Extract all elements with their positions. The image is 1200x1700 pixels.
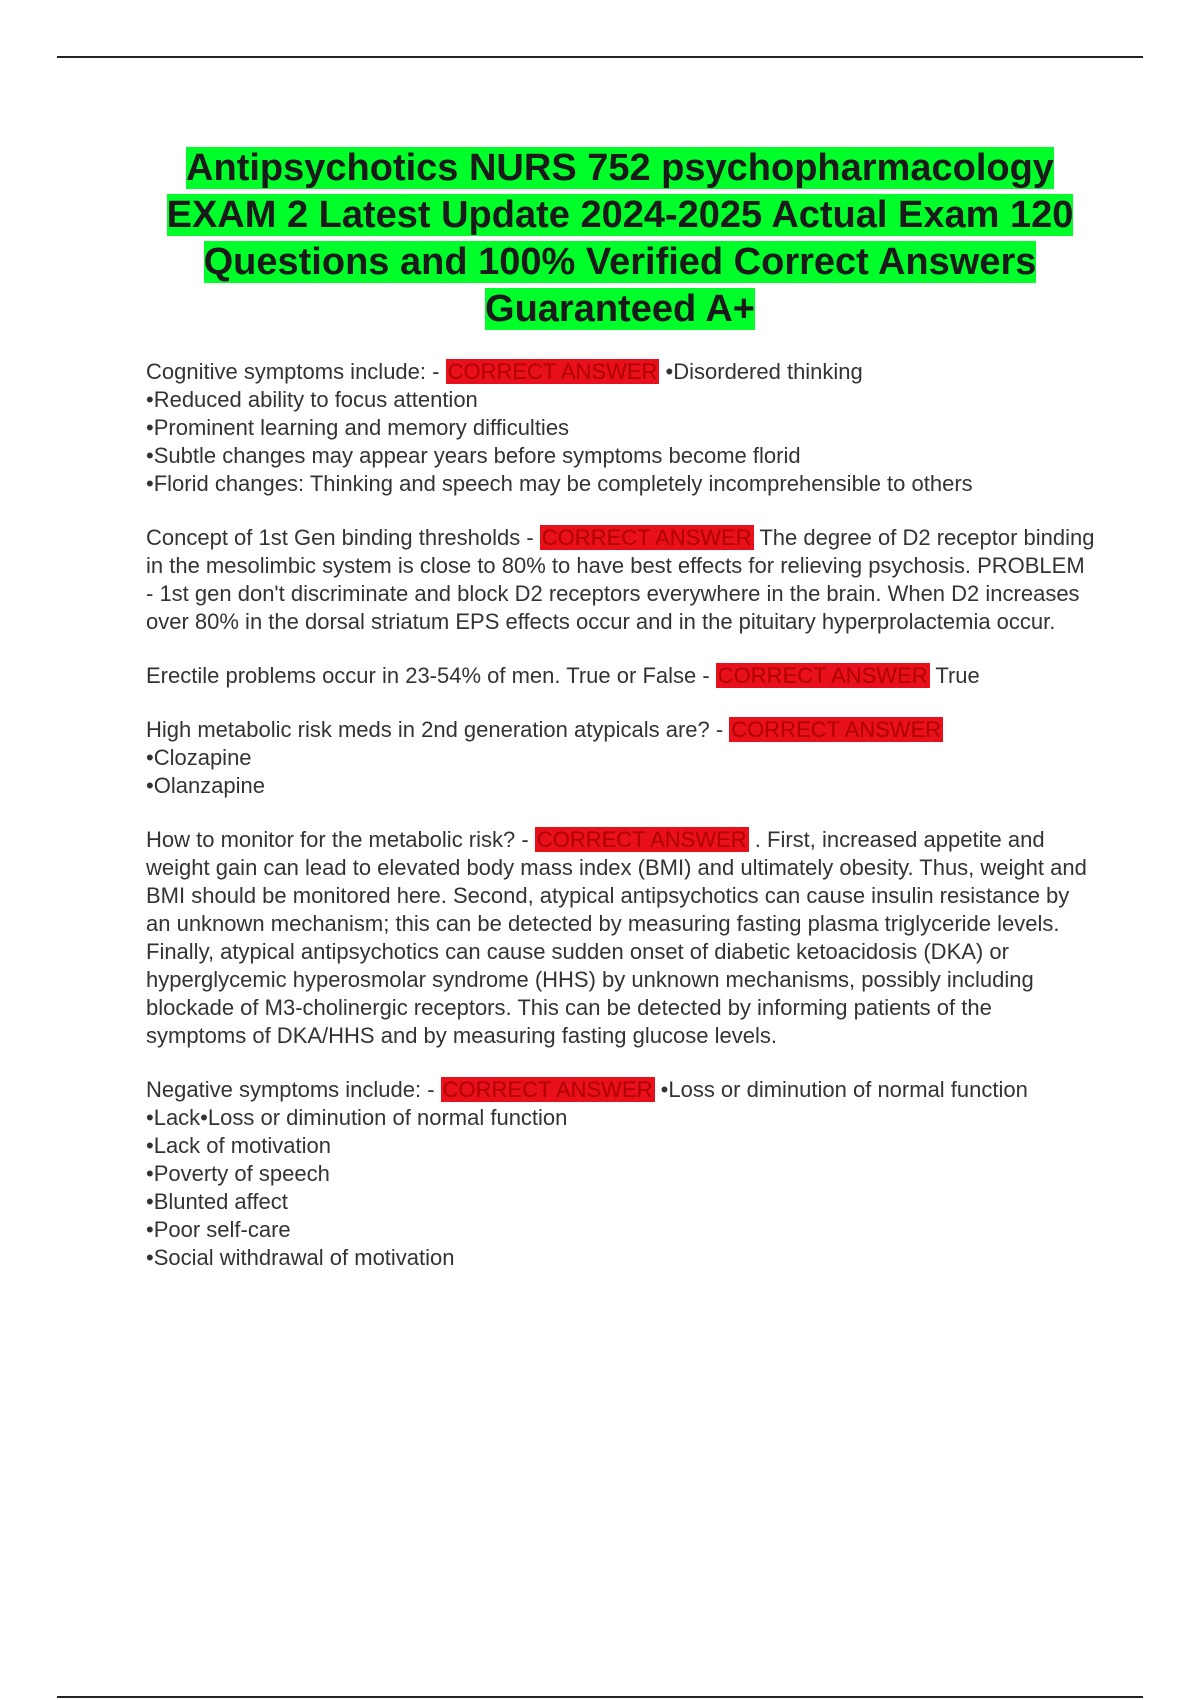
answer-line: •Blunted affect	[146, 1189, 288, 1214]
correct-answer-tag: CORRECT ANSWER	[541, 525, 752, 550]
document-title: Antipsychotics NURS 752 psychopharmacology EXAM 2 Latest Update 2024-2025 Actual Exam 120 Questions and 100% Verified Correct Answers Guaranteed A+	[166, 147, 1074, 330]
answer-line: •Lack of motivation	[146, 1133, 332, 1158]
correct-answer-tag: CORRECT ANSWER	[536, 827, 747, 852]
bottom-rule	[57, 1696, 1143, 1698]
answer-line: •Prominent learning and memory difficulties	[146, 415, 570, 440]
question-text: How to monitor for the metabolic risk? -	[146, 827, 535, 852]
qa-item	[146, 524, 1096, 636]
answer-line: •Poor self-care	[146, 1217, 291, 1242]
answer-line: •Subtle changes may appear years before symptoms become florid	[146, 443, 801, 468]
answer-text: True	[935, 663, 980, 688]
qa-item	[146, 826, 1096, 1050]
question-text: Negative symptoms include: -	[146, 1077, 441, 1102]
question-text: Concept of 1st Gen binding thresholds -	[146, 525, 540, 550]
qa-item	[146, 662, 1096, 690]
answer-text: The degree of D2 receptor binding in the mesolimbic system is close to 80% to have best effects for relieving psychosis. PROBLEM - 1st gen don't discriminate and block D2 receptors everywhere in the brain. When D2 increases over 80% in the dorsal striatum EPS effects occur and in the pituitary hyperprolactemia occur.	[146, 525, 1095, 634]
answer-line: •Social withdrawal of motivation	[146, 1245, 455, 1270]
answer-line: •Olanzapine	[146, 773, 266, 798]
top-rule	[57, 56, 1143, 58]
answer-text: . First, increased appetite and weight gain can lead to elevated body mass index (BMI) and ultimately obesity. Thus, weight and BMI should be monitored here. Second, atypical antipsychotics can cause insulin resistance by an unknown mechanism; this can be detected by measuring fasting plasma triglyceride levels. Finally, atypical antipsychotics can cause sudden onset of diabetic ketoacidosis (DKA) or hyperglycemic hyperosmolar syndrome (HHS) by unknown mechanisms, possibly including blockade of M3-cholinergic receptors. This can be detected by informing patients of the symptoms of DKA/HHS and by measuring fasting glucose levels.	[146, 827, 1087, 1048]
answer-text: •Loss or diminution of normal function	[660, 1077, 1028, 1102]
question-text: Erectile problems occur in 23-54% of men. True or False -	[146, 663, 716, 688]
answer-line: •Lack•Loss or diminution of normal function	[146, 1105, 568, 1130]
correct-answer-tag: CORRECT ANSWER	[447, 359, 658, 384]
answer-line: •Reduced ability to focus attention	[146, 387, 478, 412]
answer-text: •Disordered thinking	[665, 359, 863, 384]
correct-answer-tag: CORRECT ANSWER	[731, 717, 942, 742]
question-text: Cognitive symptoms include: -	[146, 359, 446, 384]
correct-answer-tag: CORRECT ANSWER	[717, 663, 928, 688]
answer-line: •Poverty of speech	[146, 1161, 330, 1186]
correct-answer-tag: CORRECT ANSWER	[442, 1077, 653, 1102]
question-text: High metabolic risk meds in 2nd generation atypicals are? -	[146, 717, 730, 742]
qa-item	[146, 1076, 1096, 1272]
answer-line: •Clozapine	[146, 745, 252, 770]
qa-item	[146, 358, 1096, 498]
answer-line: •Florid changes: Thinking and speech may be completely incomprehensible to others	[146, 471, 973, 496]
qa-list	[146, 358, 1096, 1298]
qa-item	[146, 716, 1096, 800]
